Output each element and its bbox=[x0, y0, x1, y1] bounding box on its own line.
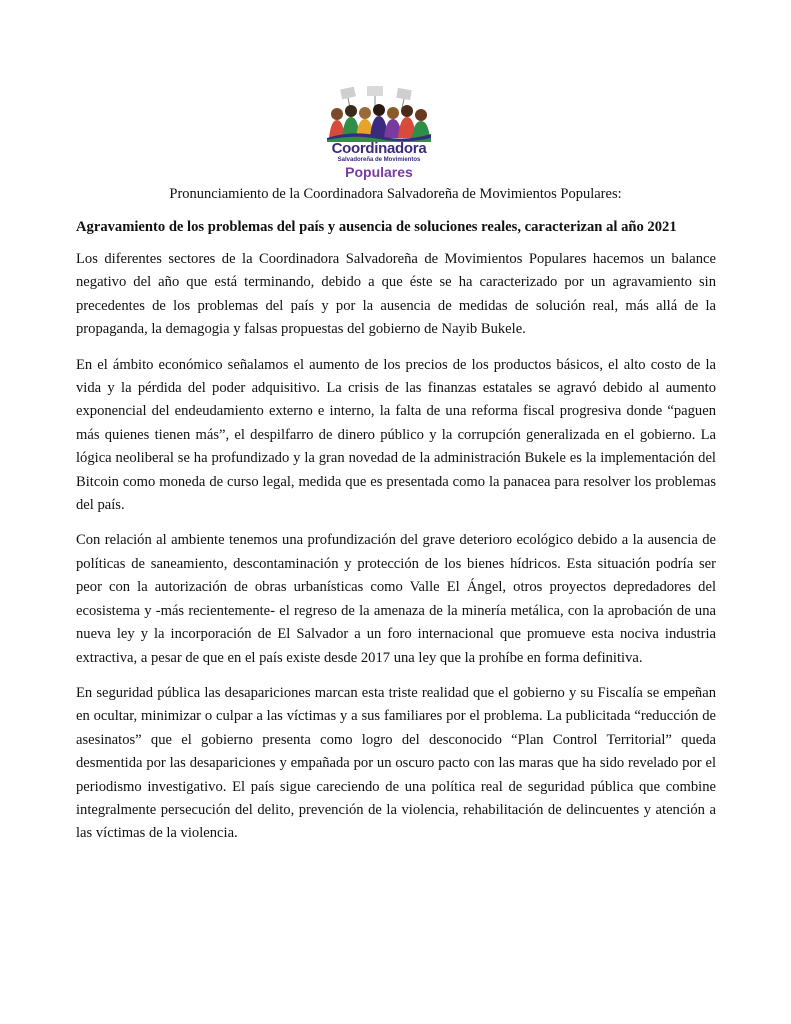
logo-tagline: Populares bbox=[345, 164, 413, 180]
paragraph-environment: Con relación al ambiente tenemos una profundización del grave deterioro ecológico debido a la ausencia de políticas de saneamiento, descontaminación y protección de los bienes hídricos. Esta situación podría ser peor con la autorización de obras urbanísticas como Valle El Ángel, otros proyectos depredadores del ecosistema y -más recientemente- el regreso de la amenaza de la minería metálica, con la aprobación de una nueva ley y la incorporación de El Salvador a un foro internacional que promueve esta nociva industria extractiva, a pesar de que en el país existe desde 2017 una ley que la prohíbe en forma definitiva. bbox=[76, 532, 716, 666]
logo-name: Coordinadora bbox=[331, 140, 427, 157]
document-subtitle: Pronunciamiento de la Coordinadora Salvadoreña de Movimientos Populares: bbox=[169, 186, 622, 202]
logo-subtitle: Salvadoreña de Movimientos bbox=[337, 157, 421, 163]
document-title: Agravamiento de los problemas del país y ausencia de soluciones reales, caracterizan al año 2021 bbox=[76, 219, 677, 235]
paragraph-security: En seguridad pública las desapariciones marcan esta triste realidad que el gobierno y su Fiscalía se empeñan en ocultar, minimizar o culpar a las víctimas y a sus familiares por el problema. La publicitada “reducción de asesinatos” que el gobierno presenta como logro del desconocido “Plan Control Territorial” queda desmentida por las desapariciones y empañada por un oscuro pacto con las maras que ha sido revelado por el periodismo investigativo. El país sigue careciendo de una política real de seguridad pública que combine integralmente persecución del delito, prevención de la violencia, rehabilitación de delincuentes y atención a las víctimas de la violencia. bbox=[76, 684, 716, 842]
organization-logo bbox=[323, 86, 435, 182]
paragraph-balance: Los diferentes sectores de la Coordinadora Salvadoreña de Movimientos Populares hacemos un balance negativo del año que está terminando, debido a que éste se ha caracterizado por un agravamiento sin precedentes de los problemas del país y por la ausencia de medidas de solución real, más allá de la propaganda, la demagogia y falsas propuestas del gobierno de Nayib Bukele. bbox=[76, 251, 716, 338]
document-body bbox=[76, 248, 716, 858]
protest-crowd-icon bbox=[323, 86, 435, 142]
paragraph-economy: En el ámbito económico señalamos el aumento de los precios de los productos básicos, el alto costo de la vida y la pérdida del poder adquisitivo. La crisis de las finanzas estatales se agravó debido al aumento exponencial del endeudamiento externo e interno, la falta de una reforma fiscal progresiva donde “paguen más quienes tienen más”, el despilfarro de dinero público y la corrupción generalizada en el gobierno. La lógica neoliberal se ha profundizado y la gran novedad de la administración Bukele es la implementación del Bitcoin como moneda de curso legal, medida que es presentada como la panacea para resolver los problemas del país. bbox=[76, 356, 716, 514]
